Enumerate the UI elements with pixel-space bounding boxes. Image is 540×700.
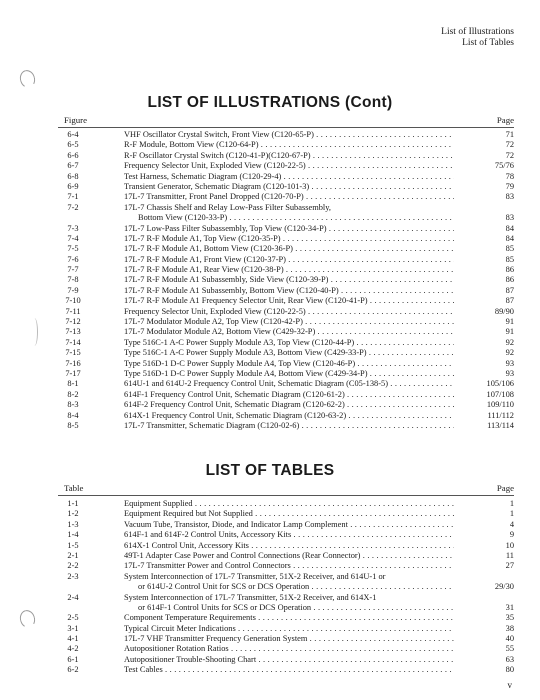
entry-title: 17L-7 Modulator Module A2, Top View (C120-42-P) . . . [124, 317, 454, 327]
entry-number: 6-9 [67, 181, 79, 191]
entry-page: 87 [462, 286, 514, 296]
figure-entry [58, 172, 514, 182]
entry-title: System Interconnection of 17L-7 Transmitter, 51X-2 Receiver, and 614U-1 or [124, 571, 386, 581]
entry-title: 17L-7 R-F Module A1 Subassembly, Side View (C120-39-P) . . . [124, 275, 454, 285]
entry-number: 1-3 [67, 519, 79, 529]
entry-title: or 614U-2 Control Unit for SCS or DCS Operation . . . [138, 582, 454, 592]
entry-number: 2-2 [67, 561, 79, 571]
figure-entry [58, 296, 514, 306]
figure-entry [58, 317, 514, 327]
entry-title: 17L-7 R-F Module A1, Rear View (C120-38-P) . . . [124, 265, 454, 275]
entry-number: 4-1 [67, 634, 79, 644]
entry-page: 83 [462, 213, 514, 223]
entry-page: 72 [462, 140, 514, 150]
figure-entry [58, 151, 514, 161]
entry-number: 7-1 [67, 192, 79, 202]
entry-title: or 614F-1 Control Units for SCS or DCS Operation . . . [138, 603, 454, 613]
figure-entry [58, 255, 514, 265]
entry-title: 17L-7 Low-Pass Filter Subassembly, Top View (C120-34-P) . . . [124, 224, 454, 234]
table-entry [58, 655, 514, 665]
figure-entry [58, 338, 514, 348]
figure-entry [58, 379, 514, 389]
entry-title: 49T-1 Adapter Case Power and Control Connections (Rear Connector) . . . [124, 551, 454, 561]
binder-hole-mark [18, 608, 37, 629]
entry-page: 11 [462, 551, 514, 561]
figure-entry [58, 224, 514, 234]
figure-column-header: Figure [64, 115, 87, 125]
entry-title: Transient Generator, Schematic Diagram (C120-101-3) . . . [124, 182, 454, 192]
figure-entry [58, 411, 514, 421]
entry-page: 84 [462, 224, 514, 234]
entry-page: 93 [462, 359, 514, 369]
table-entry [58, 509, 514, 519]
entry-title: Frequency Selector Unit, Exploded View (C120-22-5) . . . [124, 307, 454, 317]
entry-number: 7-10 [65, 296, 81, 306]
entry-number: 7-8 [67, 275, 79, 285]
entry-page: 91 [462, 327, 514, 337]
table-entry [58, 530, 514, 540]
illustrations-list [58, 130, 514, 431]
entry-page: 86 [462, 265, 514, 275]
entry-title: Bottom View (C120-33-P) . . . [138, 213, 454, 223]
entry-number: 2-3 [67, 571, 79, 581]
entry-title: 614F-1 Frequency Control Unit, Schematic Diagram (C120-61-2) . . . [124, 390, 454, 400]
entry-page: 9 [462, 530, 514, 540]
entry-page: 92 [462, 338, 514, 348]
table-entry [58, 644, 514, 654]
entry-page: 79 [462, 182, 514, 192]
figure-entry [58, 234, 514, 244]
entry-number: 7-17 [65, 368, 81, 378]
entry-page: 85 [462, 255, 514, 265]
entry-page: 113/114 [462, 421, 514, 431]
entry-number: 7-9 [67, 285, 79, 295]
entry-title: Typical Circuit Meter Indications . . . [124, 624, 454, 634]
entry-title: Component Temperature Requirements . . . [124, 613, 454, 623]
figure-entry [58, 421, 514, 431]
entry-title: 614U-1 and 614U-2 Frequency Control Unit, Schematic Diagram (C05-138-5) . . . [124, 379, 454, 389]
entry-page: 29/30 [462, 582, 514, 592]
entry-page: 78 [462, 172, 514, 182]
entry-title: Equipment Supplied . . . [124, 499, 454, 509]
entry-number: 1-1 [67, 499, 79, 508]
entry-page: 111/112 [462, 411, 514, 421]
entry-number: 7-3 [67, 223, 79, 233]
entry-number: 8-4 [67, 410, 79, 420]
entry-title: Autopositioner Rotation Ratios . . . [124, 644, 454, 654]
entry-number: 7-6 [67, 254, 79, 264]
table-entry [58, 561, 514, 571]
entry-page: 31 [462, 603, 514, 613]
entry-page: 84 [462, 234, 514, 244]
entry-title: Vacuum Tube, Transistor, Diode, and Indicator Lamp Complement . . . [124, 520, 454, 530]
entry-number: 8-2 [67, 389, 79, 399]
entry-page: 80 [462, 665, 514, 675]
entry-title: System Interconnection of 17L-7 Transmitter, 51X-2 Receiver, and 614X-1 [124, 592, 377, 602]
entry-page: 83 [462, 192, 514, 202]
entry-number: 7-12 [65, 317, 81, 327]
entry-title: Test Cables . . . [124, 665, 454, 675]
table-entry [58, 582, 514, 592]
entry-page: 1 [462, 509, 514, 519]
table-entry [58, 603, 514, 613]
entry-page: 75/76 [462, 161, 514, 171]
running-header [441, 27, 514, 49]
entry-number: 1-2 [67, 509, 79, 519]
entry-title: Type 516D-1 D-C Power Supply Module A4, Top View (C120-46-P) . . . [124, 359, 454, 369]
figure-entry [58, 369, 514, 379]
entry-number: 1-5 [67, 540, 79, 550]
entry-title: 17L-7 Transmitter, Schematic Diagram (C120-02-6) . . . [124, 421, 454, 431]
entry-title: Frequency Selector Unit, Exploded View (C120-22-5) . . . [124, 161, 454, 171]
figure-entry [58, 130, 514, 140]
entry-title: Test Harness, Schematic Diagram (C120-29-4) . . . [124, 172, 454, 182]
entry-title: Autopositioner Trouble-Shooting Chart . . . [124, 655, 454, 665]
entry-title: 17L-7 Modulator Module A2, Bottom View (C429-32-P) . . . [124, 327, 454, 337]
entry-title: 17L-7 Chassis Shelf and Relay Low-Pass Filter Subassembly, [124, 202, 331, 212]
figure-entry [58, 307, 514, 317]
header-rule [58, 127, 514, 128]
entry-page: 63 [462, 655, 514, 665]
entry-number: 6-2 [67, 665, 79, 675]
entry-page: 55 [462, 644, 514, 654]
table-entry [58, 634, 514, 644]
entry-number: 7-14 [65, 337, 81, 347]
entry-number: 7-7 [67, 265, 79, 275]
table-entry [58, 613, 514, 623]
figure-entry [58, 265, 514, 275]
entry-number: 6-8 [67, 171, 79, 181]
figure-entry [58, 348, 514, 358]
tables-list [58, 499, 514, 676]
entry-number: 7-16 [65, 358, 81, 368]
tables-heading: LIST OF TABLES [205, 462, 335, 479]
figure-entry [58, 359, 514, 369]
figure-entry [58, 213, 514, 223]
entry-title: 17L-7 R-F Module A1, Front View (C120-37-P) . . . [124, 255, 454, 265]
entry-number: 7-4 [67, 233, 79, 243]
entry-number: 6-6 [67, 150, 79, 160]
entry-number: 2-4 [67, 592, 79, 602]
entry-title: 17L-7 VHF Transmitter Frequency Generation System . . . [124, 634, 454, 644]
entry-title: 614F-2 Frequency Control Unit, Schematic Diagram (C120-62-2) . . . [124, 400, 454, 410]
entry-number: 6-4 [67, 130, 79, 139]
entry-page: 93 [462, 369, 514, 379]
binder-hole-mark [31, 318, 38, 346]
entry-title: 17L-7 Transmitter, Front Panel Dropped (C120-70-P) . . . [124, 192, 454, 202]
binder-hole-mark [18, 68, 37, 89]
figure-entry [58, 400, 514, 410]
header-line-tables: List of Tables [462, 38, 514, 48]
entry-title: 17L-7 R-F Module A1 Frequency Selector Unit, Rear View (C120-41-P) . . . [124, 296, 454, 306]
entry-title: Type 516C-1 A-C Power Supply Module A3, Bottom View (C429-33-P) . . . [124, 348, 454, 358]
entry-number: 6-7 [67, 161, 79, 171]
entry-title: 17L-7 R-F Module A1 Subassembly, Bottom View (C120-40-P) . . . [124, 286, 454, 296]
page-column-header: Page [496, 483, 514, 493]
entry-number: 1-4 [67, 530, 79, 540]
page-number: v [507, 680, 512, 690]
entry-page: 91 [462, 317, 514, 327]
entry-page: 10 [462, 541, 514, 551]
entry-page: 72 [462, 151, 514, 161]
figure-entry [58, 244, 514, 254]
entry-number: 6-5 [67, 140, 79, 150]
entry-page: 86 [462, 275, 514, 285]
figure-entry [58, 140, 514, 150]
entry-page: 40 [462, 634, 514, 644]
entry-title: Equipment Required but Not Supplied . . . [124, 509, 454, 519]
entry-number: 7-13 [65, 327, 81, 337]
table-entry [58, 541, 514, 551]
entry-number: 6-1 [67, 654, 79, 664]
entry-title: 614X-1 Control Unit, Accessory Kits . . . [124, 541, 454, 551]
entry-title: 17L-7 Transmitter Power and Control Connectors . . . [124, 561, 454, 571]
entry-title: 17L-7 R-F Module A1, Bottom View (C120-36-P) . . . [124, 244, 454, 254]
entry-title: R-F Oscillator Crystal Switch (C120-41-P)(C120-67-P) . . . [124, 151, 454, 161]
entry-title: VHF Oscillator Crystal Switch, Front View (C120-65-P) . . . [124, 130, 454, 140]
table-entry [58, 665, 514, 675]
table-entry [58, 499, 514, 509]
table-column-header: Table [64, 483, 84, 493]
table-entry [58, 520, 514, 530]
illustrations-heading: LIST OF ILLUSTRATIONS (Cont) [147, 94, 393, 111]
header-line-illustrations: List of Illustrations [441, 27, 514, 37]
entry-number: 8-1 [67, 379, 79, 389]
entry-title: 614F-1 and 614F-2 Control Units, Accessory Kits . . . [124, 530, 454, 540]
entry-number: 8-3 [67, 400, 79, 410]
entry-page: 107/108 [462, 390, 514, 400]
entry-number: 7-5 [67, 244, 79, 254]
entry-page: 85 [462, 244, 514, 254]
entry-title: 614X-1 Frequency Control Unit, Schematic Diagram (C120-63-2) . . . [124, 411, 454, 421]
entry-page: 105/106 [462, 379, 514, 389]
figure-entry [58, 192, 514, 202]
entry-page: 1 [462, 499, 514, 509]
entry-number: 2-5 [67, 613, 79, 623]
entry-page: 4 [462, 520, 514, 530]
header-rule [58, 495, 514, 496]
figure-entry [58, 182, 514, 192]
entry-number: 3-1 [67, 623, 79, 633]
entry-page: 27 [462, 561, 514, 571]
page-column-header: Page [496, 115, 514, 125]
table-entry [58, 593, 514, 603]
entry-page: 109/110 [462, 400, 514, 410]
figure-entry [58, 161, 514, 171]
entry-page: 35 [462, 613, 514, 623]
entry-title: Type 516C-1 A-C Power Supply Module A3, Top View (C120-44-P) . . . [124, 338, 454, 348]
entry-title: Type 516D-1 D-C Power Supply Module A4, Bottom View (C429-34-P) . . . [124, 369, 454, 379]
entry-title: 17L-7 R-F Module A1, Top View (C120-35-P) . . . [124, 234, 454, 244]
figure-entry [58, 203, 514, 213]
entry-number: 4-2 [67, 644, 79, 654]
entry-page: 71 [462, 130, 514, 140]
entry-number: 7-15 [65, 348, 81, 358]
entry-page: 89/90 [462, 307, 514, 317]
table-entry [58, 572, 514, 582]
entry-number: 7-2 [67, 202, 79, 212]
entry-title: R-F Module, Bottom View (C120-64-P) . . . [124, 140, 454, 150]
entry-number: 7-11 [65, 306, 81, 316]
table-entry [58, 624, 514, 634]
table-entry [58, 551, 514, 561]
figure-entry [58, 327, 514, 337]
entry-page: 92 [462, 348, 514, 358]
figure-entry [58, 286, 514, 296]
figure-entry [58, 275, 514, 285]
figure-entry [58, 390, 514, 400]
entry-page: 38 [462, 624, 514, 634]
entry-number: 8-5 [67, 420, 79, 430]
entry-page: 87 [462, 296, 514, 306]
entry-number: 2-1 [67, 550, 79, 560]
